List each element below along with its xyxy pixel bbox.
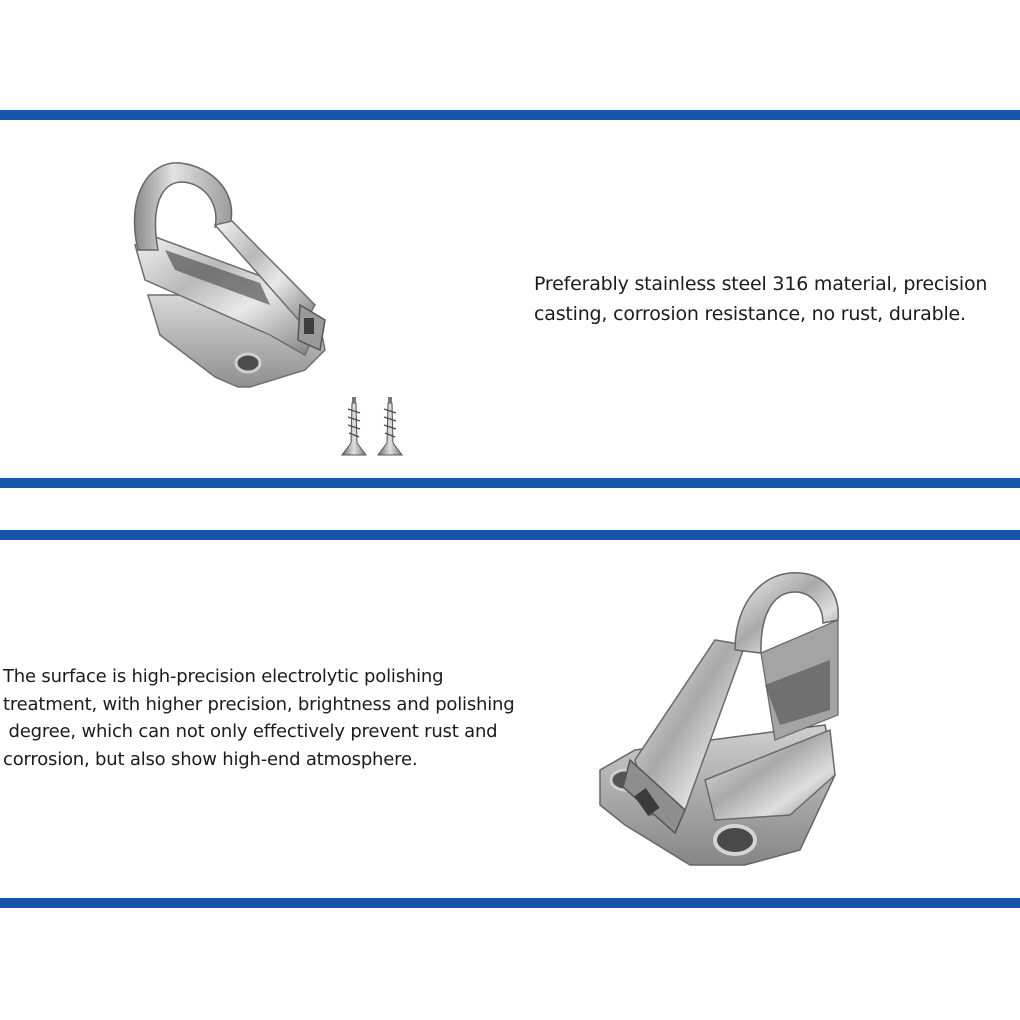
surface-description [3, 663, 513, 773]
surface-line-1: The surface is high-precision electrolytic polishing [3, 666, 444, 687]
screw-icon [342, 397, 366, 455]
material-line-2: casting, corrosion resistance, no rust, durable. [534, 303, 966, 325]
material-description [534, 269, 1004, 329]
hook-photo-top [120, 155, 335, 400]
blue-divider-mid-upper [0, 478, 1020, 488]
screw-icon [378, 397, 402, 455]
surface-line-2: treatment, with higher precision, brightness and polishing [3, 693, 515, 715]
blue-divider-bottom [0, 898, 1020, 908]
material-line-1: Preferably stainless steel 316 material, precision [534, 273, 988, 295]
surface-line-3: degree, which can not only effectively prevent rust and [3, 721, 498, 742]
hook-photo-closeup [595, 565, 840, 875]
blue-divider-mid-lower [0, 530, 1020, 540]
blue-divider-top [0, 110, 1020, 120]
screws-photo [330, 395, 410, 465]
surface-line-4: corrosion, but also show high-end atmosphere. [3, 748, 418, 770]
